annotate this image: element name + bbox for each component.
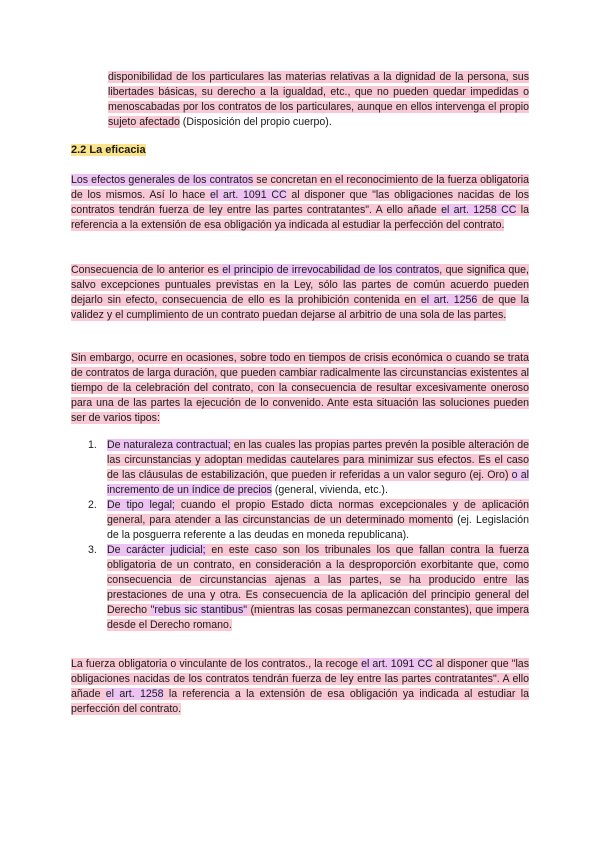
list-item-number: 2. bbox=[88, 499, 97, 511]
intro-highlighted-text: disponibilidad de los particulares las materias relativas a la dignidad de la persona, sus libertades básicas, su derecho a la igualdad, etc., que no pueden quedar impedidas o menoscabadas por los contratos de los particulares, aunque en ellos intervenga el propio sujeto afectado bbox=[108, 71, 529, 128]
section-heading-text: 2.2 La eficacia bbox=[71, 144, 146, 156]
p1-part-2: se concretan en el reconocimiento de la fuerza obligatoria de los mismos. Así lo hace bbox=[71, 174, 529, 201]
intro-paragraph bbox=[108, 70, 529, 130]
list-item bbox=[88, 438, 529, 498]
p2-part-1: Consecuencia de lo anterior es bbox=[71, 264, 223, 276]
p1-part-6: la referencia a la extensión de esa obligación ya indicada al estudiar la perfección del contrato. bbox=[71, 204, 529, 231]
section-heading bbox=[71, 144, 146, 156]
list-item-number: 1. bbox=[88, 439, 97, 451]
list-item-body-2: "rebus sic stantibus" bbox=[150, 604, 247, 616]
p4-part-3: al disponer que "las obligaciones nacidas de los contratos tendrán fuerza de ley entre las partes contratantes". A ello añade bbox=[71, 658, 529, 700]
list-item-body-2: o al incremento de un índice de precios bbox=[107, 469, 529, 496]
p2-part-3: , que significa que, salvo excepciones puntuales previstas en la Ley, sólo las partes de común acuerdo pueden dejarlo sin efecto, consecuencia de ello es la prohibición contenida en bbox=[71, 264, 529, 306]
p4-part-2: el art. 1091 CC bbox=[361, 658, 433, 670]
p2-part-4: el art. 1256 bbox=[420, 294, 478, 306]
p1-part-5: el art. 1258 CC bbox=[441, 204, 517, 216]
p2-part-5: de que la validez y el cumplimiento de un contrato puedan dejarse al arbitrio de una sola de las partes. bbox=[71, 294, 529, 321]
p1-part-3: el art. 1091 CC bbox=[210, 189, 287, 201]
list-item-number: 3. bbox=[88, 544, 97, 556]
list-item-body-1: en las cuales las propias partes prevén la posible alteración de las circunstancias y adoptan medidas cautelares para minimizar sus efectos. Es el caso de las cláusulas de estabilización, que pueden ir referidas a un valor seguro (ej. Oro) bbox=[107, 439, 529, 481]
solutions-list bbox=[88, 438, 529, 633]
p4-part-4: el art. 1258 bbox=[105, 688, 164, 700]
p1-part-4: al disponer que "las obligaciones nacidas de los contratos tendrán fuerza de ley entre las partes contratantes". A ello añade bbox=[71, 189, 529, 216]
list-item-head: De naturaleza contractual; bbox=[107, 439, 231, 451]
paragraph-effects bbox=[71, 173, 529, 233]
paragraph-binding-force bbox=[71, 657, 529, 717]
p3-text: Sin embargo, ocurre en ocasiones, sobre todo en tiempos de crisis económica o cuando se trata de contratos de larga duración, que pueden cambiar radicalmente las circunstancias existentes al tiempo de la celebración del contrato, con la consecuencia de resultar excesivamente oneroso para una de las partes la ejecución de lo convenido. Ante esta situación las soluciones pueden ser de varios tipos: bbox=[71, 352, 529, 424]
paragraph-crisis bbox=[71, 351, 529, 426]
paragraph-irrevocability bbox=[71, 263, 529, 323]
p1-part-1: Los efectos generales de los contratos bbox=[71, 174, 254, 186]
list-item-body-2: (ej. Legislación de la posguerra referente a las deudas en moneda republicana). bbox=[107, 514, 529, 541]
list-item bbox=[88, 543, 529, 633]
p4-part-1: La fuerza obligatoria o vinculante de los contratos., la recoge bbox=[71, 658, 362, 670]
list-item-body-1: en este caso son los tribunales los que fallan contra la fuerza obligatoria de un contrato, en consideración a la desproporción exorbitante que, como consecuencia de circunstancias ajenas a las partes, se ha producido entre las prestaciones de una y otra. Es consecuencia de la aplicación del principio general del Derecho bbox=[107, 544, 529, 616]
intro-tail-text: (Disposición del propio cuerpo). bbox=[179, 116, 332, 128]
p2-part-2: el principio de irrevocabilidad de los contratos bbox=[222, 264, 440, 276]
list-item-body-3: (mientras las cosas permanezcan constantes), que impera desde el Derecho romano. bbox=[107, 604, 529, 631]
p4-part-5: la referencia a la extensión de esa obligación ya indicada al estudiar la perfección del contrato. bbox=[71, 688, 529, 715]
list-item-head: De carácter judicial; bbox=[107, 544, 206, 556]
list-item-body-1: cuando el propio Estado dicta normas excepcionales y de aplicación general, para atender a las circunstancias de un determinado momento bbox=[107, 499, 529, 526]
list-item-body-3: (general, vivienda, etc.). bbox=[271, 484, 388, 496]
list-item bbox=[88, 498, 529, 543]
list-item-head: De tipo legal; bbox=[107, 499, 175, 511]
